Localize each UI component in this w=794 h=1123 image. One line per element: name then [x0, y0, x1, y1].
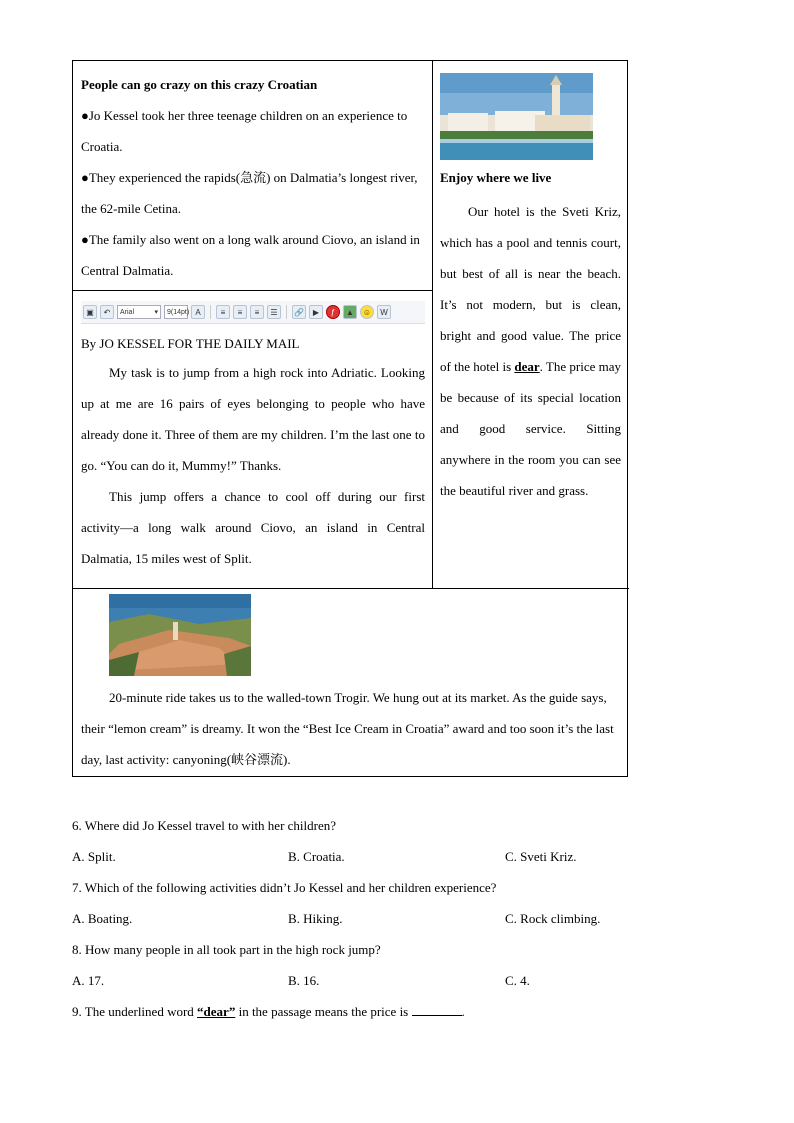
option[interactable]: A. Split. — [72, 849, 116, 864]
question-stem: 7. Which of the following activities didn’t Jo Kessel and her children experience? — [72, 880, 497, 895]
headline-bullet: ●They experienced the rapids(急流) on Dalmatia’s longest river, the 62-mile Cetina. — [81, 170, 418, 216]
option[interactable]: A. 17. — [72, 973, 105, 988]
option[interactable]: B. Hiking. — [288, 911, 343, 926]
undo-icon[interactable]: ↶ — [100, 305, 114, 319]
font-size-value: 9(14pt) — [167, 308, 190, 316]
editor-toolbar — [81, 301, 425, 324]
bottom-paragraph: 20-minute ride takes us to the walled-town Trogir. We hung out at its market. As the guide says, their “lemon cream” is dreamy. It won the “Best Ice Cream in Croatia” award and too soon it’s the last day, last activity: canyoning(峡谷漂流). — [81, 690, 614, 767]
row-divider-bottom — [73, 588, 629, 589]
option[interactable]: C. Sveti Kriz. — [505, 849, 577, 864]
column-divider — [432, 61, 433, 588]
option[interactable]: C. 4. — [505, 973, 530, 988]
options-row — [72, 841, 632, 872]
font-color-icon[interactable]: A — [191, 305, 205, 319]
question-text: in the passage means the price is — [235, 1004, 412, 1019]
chevron-down-icon: ▾ — [154, 309, 158, 316]
align-right-icon[interactable]: ≡ — [250, 305, 264, 319]
story-paragraph: This jump offers a chance to cool off during our first activity—a long walk around Ciovo, an island in Central Dalmatia, 15 miles west of Split. — [81, 489, 425, 566]
sidebar-heading: Enjoy where we live — [440, 170, 552, 185]
bottom-cell — [81, 594, 621, 775]
question-text: 9. The underlined word — [72, 1004, 198, 1019]
article-table — [72, 60, 628, 777]
options-row — [72, 965, 632, 996]
align-center-icon[interactable]: ≡ — [233, 305, 247, 319]
headline-cell — [81, 69, 425, 286]
sidebar-paragraph — [440, 196, 621, 506]
row-divider-top — [73, 290, 432, 291]
flash-icon[interactable]: ƒ — [326, 305, 340, 319]
save-icon[interactable]: ▣ — [83, 305, 97, 319]
options-row — [72, 903, 632, 934]
option[interactable]: A. Boating. — [72, 911, 133, 926]
emoticon-icon[interactable]: ☺ — [360, 305, 374, 319]
story-paragraph: My task is to jump from a high rock into Adriatic. Looking up at me are 16 pairs of eyes belonging to people who have already done it. Three of them are my children. I’m the last one to go. “You can do it, Mummy!” Thanks. — [81, 365, 425, 473]
question-list — [72, 810, 632, 1027]
headline-title: People can go crazy on this crazy Croatian — [81, 77, 318, 92]
question-stem: 6. Where did Jo Kessel travel to with her children? — [72, 818, 337, 833]
option[interactable]: B. 16. — [288, 973, 320, 988]
align-left-icon[interactable]: ≡ — [216, 305, 230, 319]
sidebar-cell — [440, 73, 621, 506]
story-cell — [81, 301, 425, 574]
question-stem: 8. How many people in all took part in the high rock jump? — [72, 942, 381, 957]
coastal-town-photo — [109, 594, 251, 676]
toolbar-separator — [210, 305, 211, 319]
link-icon[interactable]: 🔗 — [292, 305, 306, 319]
option[interactable]: B. Croatia. — [288, 849, 345, 864]
image-icon[interactable]: ▲ — [343, 305, 357, 319]
font-size-select[interactable] — [164, 305, 188, 319]
split-harbour-photo — [440, 73, 593, 160]
font-name-value: Arial — [120, 308, 135, 316]
font-name-select[interactable] — [117, 305, 161, 319]
headline-bullet: ●The family also went on a long walk around Ciovo, an island in Central Dalmatia. — [81, 232, 420, 278]
underlined-word: dear — [514, 359, 540, 374]
word-paste-icon[interactable]: W — [377, 305, 391, 319]
sidebar-text: . The price may be because of its special location and good service. Sitting anywhere in the room you can see the beautiful river and grass. — [440, 359, 622, 498]
video-icon[interactable]: ▶ — [309, 305, 323, 319]
option[interactable]: C. Rock climbing. — [505, 911, 601, 926]
list-icon[interactable]: ☰ — [267, 305, 281, 319]
headline-bullet: ●Jo Kessel took her three teenage children on an experience to Croatia. — [81, 108, 408, 154]
question-9: 9. The underlined word “dear” in the passage means the price is . — [72, 1004, 465, 1019]
underlined-word: “dear” — [197, 1004, 236, 1019]
sidebar-text: Our hotel is the Sveti Kriz, which has a pool and tennis court, but best of all is near the beach. It’s not modern, but is clean, bright and good value. The price of the hotel is — [440, 204, 621, 374]
byline: By JO KESSEL FOR THE DAILY MAIL — [81, 336, 300, 351]
toolbar-separator — [286, 305, 287, 319]
answer-blank[interactable] — [412, 1004, 462, 1016]
